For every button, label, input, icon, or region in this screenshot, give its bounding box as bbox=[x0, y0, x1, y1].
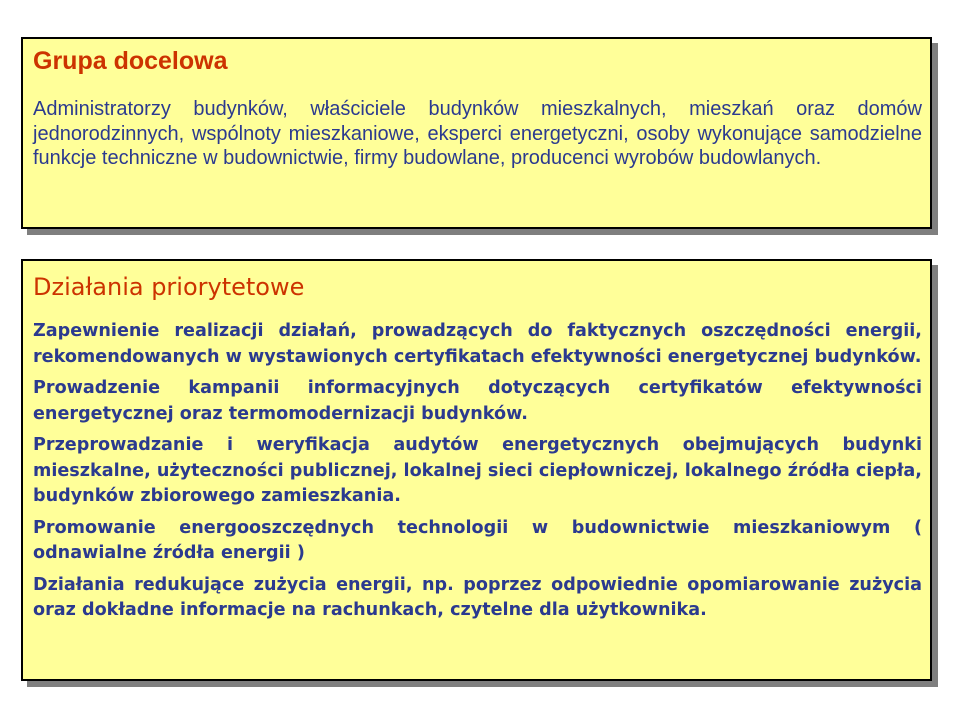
priority-action-item: Promowanie energooszczędnych technologii w budownictwie mieszkaniowym ( odnawialne źródła energii ) bbox=[33, 517, 922, 563]
priority-action-item: Działania redukujące zużycia energii, np. poprzez odpowiednie opomiarowanie zużycia oraz dokładne informacje na rachunkach, czytelne dla użytkownika. bbox=[33, 574, 922, 620]
target-group-box bbox=[21, 37, 932, 229]
priority-actions-box bbox=[21, 259, 932, 681]
target-group-text: Administratorzy budynków, właściciele budynków mieszkalnych, mieszkań oraz domów jednorodzinnych, wspólnoty mieszkaniowe, eksperci energetyczni, osoby wykonujące samodzielne funkcje techniczne w budownictwie, firmy budowlane, producenci wyrobów budowlanych. bbox=[33, 98, 922, 169]
priority-actions-title: Działania priorytetowe bbox=[33, 273, 305, 301]
priority-action-item: Przeprowadzanie i weryfikacja audytów energetycznych obejmujących budynki mieszkalne, użyteczności publicznej, lokalnej sieci ciepłowniczej, lokalnego źródła ciepła, budynków zbiorowego zamieszkania. bbox=[33, 435, 922, 506]
priority-action-item: Zapewnienie realizacji działań, prowadzących do faktycznych oszczędności energii, rekomendowanych w wystawionych certyfikatach efektywności energetycznej budynków. bbox=[33, 321, 922, 367]
priority-action-item: Prowadzenie kampanii informacyjnych dotyczących certyfikatów efektywności energetycznej oraz termomodernizacji budynków. bbox=[33, 378, 922, 424]
target-group-title: Grupa docelowa bbox=[33, 47, 228, 75]
priority-actions-list bbox=[33, 319, 922, 630]
